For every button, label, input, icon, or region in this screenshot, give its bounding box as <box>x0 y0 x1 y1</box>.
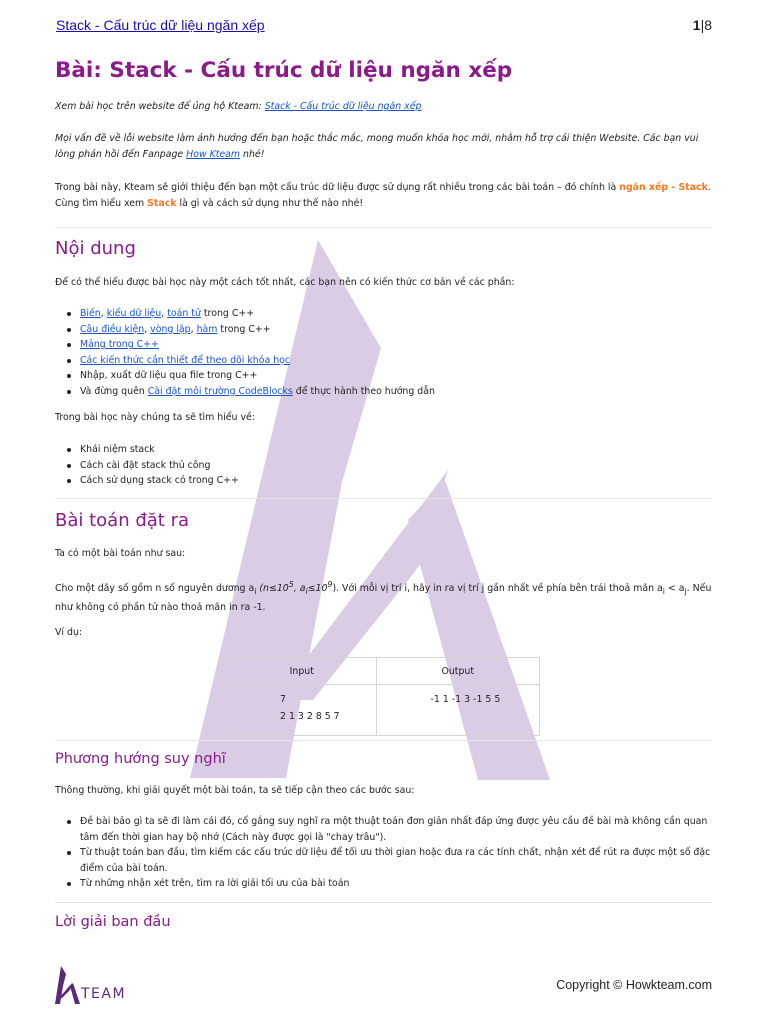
table-cell-output: -1 1 -1 3 -1 5 5 <box>376 685 539 736</box>
list-item: Và đừng quên Cài đặt môi trường CodeBlocks để thực hành theo hướng dẫn <box>55 384 712 400</box>
link-ham[interactable]: hàm <box>196 323 218 335</box>
logo-text: TEAM <box>81 986 127 1002</box>
example-table <box>227 657 540 736</box>
link-kieu-du-lieu[interactable]: kiểu dữ liệu <box>106 308 162 319</box>
section-heading-noi-dung: Nội dung <box>55 238 136 259</box>
link-kien-thuc[interactable]: Các kiến thức cần thiết để theo dõi khóa học <box>80 354 291 366</box>
link-codeblocks[interactable]: Cài đặt môi trường CodeBlocks <box>147 385 293 397</box>
prereq-list <box>55 306 712 400</box>
table-header-input: Input <box>228 658 377 685</box>
approach-intro: Thông thường, khi giải quyết một bài toán, ta sẽ tiếp cận theo các bước sau: <box>55 785 415 796</box>
feedback-paragraph: Mọi vấn đề về lỗi website làm ảnh hưởng đến bạn hoặc thắc mắc, mong muốn khóa học mới, nhằm hỗ trợ cải thiện Website. Các bạn vui lòng phản hồi đến Fanpage How Kteam nhé! <box>55 133 699 160</box>
list-item: Từ những nhận xét trên, tìm ra lời giải tối ưu của bài toán <box>55 876 712 892</box>
divider <box>55 498 712 499</box>
table-row <box>228 685 540 736</box>
section-heading-phuong-huong: Phương hướng suy nghĩ <box>55 751 226 767</box>
section-heading-loi-giai: Lời giải ban đầu <box>55 914 171 930</box>
prereq-intro: Để có thể hiểu được bài học này một cách tốt nhất, các bạn nên có kiến thức cơ bản về các phần: <box>55 277 515 288</box>
support-line: Xem bài học trên website để ủng hộ Kteam: Stack - Cấu trúc dữ liệu ngăn xếp <box>55 101 422 112</box>
link-toan-tu[interactable]: toán tử <box>167 308 201 319</box>
link-mang[interactable]: Mảng trong C++ <box>80 339 159 351</box>
page-title: Bài: Stack - Cấu trúc dữ liệu ngăn xếp <box>55 58 513 83</box>
link-bien[interactable]: Biến <box>80 308 101 319</box>
kteam-logo <box>55 966 145 1008</box>
support-link[interactable]: Stack - Cấu trúc dữ liệu ngăn xếp <box>264 101 422 112</box>
list-item: Đề bài bảo gì ta sẽ đi làm cái đó, cố gắng suy nghĩ ra một thuật toán đơn giản nhất đáp ứng được yêu cầu đề bài mà không cần quan tâm đến thời gian hay bộ nhớ (Cách này được gọi là "chay trâu"). <box>55 814 712 845</box>
list-item: Biến, kiểu dữ liệu, toán tử trong C++ <box>55 306 712 322</box>
list-item: Câu điều kiện, vòng lặp, hàm trong C++ <box>55 322 712 338</box>
example-label: Ví dụ: <box>55 627 83 638</box>
link-cau-dieu-kien[interactable]: Câu điều kiện <box>80 323 145 335</box>
list-item: Nhập, xuất dữ liệu qua file trong C++ <box>55 368 712 384</box>
divider <box>55 227 712 228</box>
header-lesson-link[interactable]: Stack - Cấu trúc dữ liệu ngăn xếp <box>56 17 265 33</box>
divider <box>55 902 712 903</box>
list-item: Từ thuật toán ban đầu, tìm kiếm các cấu trúc dữ liệu để tối ưu thời gian hoặc đưa ra các tính chất, nhận xét để rút ra được một số đặc điểm của bài toán. <box>55 845 712 876</box>
link-vong-lap[interactable]: vòng lặp <box>150 323 191 335</box>
problem-intro: Ta có một bài toán như sau: <box>55 548 186 559</box>
learn-list <box>55 442 712 489</box>
table-header-output: Output <box>376 658 539 685</box>
divider <box>55 740 712 741</box>
list-item: Cách cài đặt stack thủ công <box>55 458 712 474</box>
section-heading-bai-toan: Bài toán đặt ra <box>55 510 189 531</box>
table-cell-input: 7 2 1 3 2 8 5 7 <box>228 685 377 736</box>
problem-statement: Cho một dãy số gồm n số nguyên dương $a_i$ ($n\le 10^5$, $a_i\le 10^9$). Với mỗi vị trí i, hãy in ra vị trí j gần nhất về phía bên trái thoả mãn $a_i < a_j$. Nếu như không có phần tử nào thoả mãn in ra -1. <box>55 580 712 613</box>
lead-paragraph: Trong bài này, Kteam sẽ giới thiệu đến bạn một cấu trúc dữ liệu được sử dụng rất nhiều trong các bài toán – đó chính là ngăn xếp - Stack. Cùng tìm hiểu xem Stack là gì và cách sử dụng như thế nào nhé! <box>55 182 711 209</box>
list-item: Khái niệm stack <box>55 442 712 458</box>
learn-intro: Trong bài học này chúng ta sẽ tìm hiểu về: <box>55 412 255 423</box>
list-item <box>55 337 712 353</box>
list-item: Cách sử dụng stack có trong C++ <box>55 473 712 489</box>
fanpage-link[interactable]: How Kteam <box>186 149 241 160</box>
approach-list <box>55 814 712 892</box>
copyright: Copyright © Howkteam.com <box>556 978 712 992</box>
page-number: 1|8 <box>692 17 712 33</box>
list-item <box>55 353 712 369</box>
